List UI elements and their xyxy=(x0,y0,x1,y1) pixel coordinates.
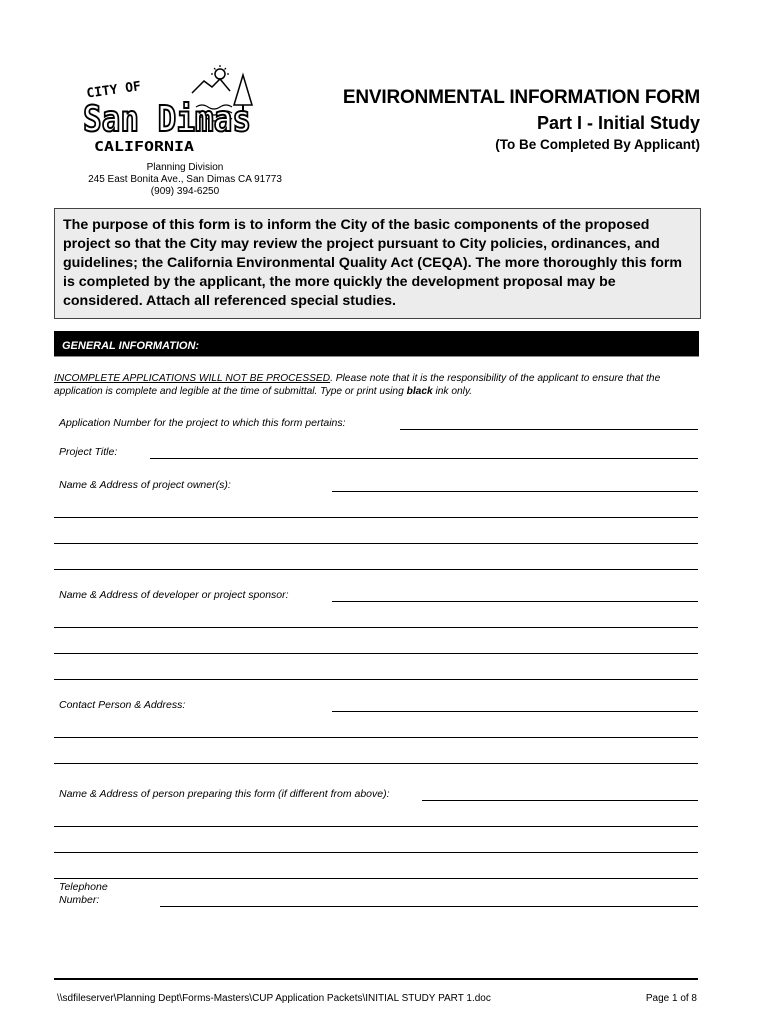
owner-field-1[interactable] xyxy=(332,491,698,492)
footer-rule xyxy=(54,978,698,980)
owner-field-4[interactable] xyxy=(54,569,698,570)
title-block xyxy=(343,86,700,154)
form-title: ENVIRONMENTAL INFORMATION FORM xyxy=(342,87,700,108)
phone-number: (909) 394-6250 xyxy=(150,186,220,197)
footer-page-number: Page 1 of 8 xyxy=(645,993,697,1004)
owner-label: Name & Address of project owner(s): xyxy=(59,479,231,491)
notice-text xyxy=(54,372,704,398)
developer-field-2[interactable] xyxy=(54,627,698,628)
footer-file-path: \\sdfileserver\Planning Dept\Forms-Masters\CUP Application Packets\INITIAL STUDY PART 1.doc xyxy=(57,993,491,1004)
city-logo-graphic xyxy=(80,65,255,160)
preparer-field-3[interactable] xyxy=(54,852,698,853)
telephone-label xyxy=(59,881,108,907)
form-note: (To Be Completed By Applicant) xyxy=(495,137,700,152)
developer-label: Name & Address of developer or project sponsor: xyxy=(59,589,289,601)
contact-field-1[interactable] xyxy=(332,711,698,712)
form-subtitle: Part I - Initial Study xyxy=(536,113,700,133)
developer-field-3[interactable] xyxy=(54,653,698,654)
application-number-field[interactable] xyxy=(400,429,698,430)
section-header: GENERAL INFORMATION: xyxy=(54,331,699,357)
logo-main-text: San Dimas xyxy=(83,99,251,140)
preparer-field-1[interactable] xyxy=(422,800,698,801)
logo-bottom-text: CALIFORNIA xyxy=(94,140,195,155)
planning-division: Planning Division xyxy=(146,162,224,173)
telephone-label-line2: Number: xyxy=(59,894,100,906)
preparer-field-4[interactable] xyxy=(54,878,698,879)
owner-field-2[interactable] xyxy=(54,517,698,518)
contact-label: Contact Person & Address: xyxy=(59,699,186,711)
application-number-label: Application Number for the project to which this form pertains: xyxy=(59,417,346,429)
notice-bold: black xyxy=(406,386,433,397)
notice-warning: INCOMPLETE APPLICATIONS WILL NOT BE PROCESSED xyxy=(54,373,331,384)
contact-field-3[interactable] xyxy=(54,763,698,764)
preparer-label: Name & Address of person preparing this form (if different from above): xyxy=(59,788,390,800)
city-logo xyxy=(80,65,255,160)
project-title-label: Project Title: xyxy=(59,446,118,458)
notice-body-1: . Please note that it is the responsibility of the applicant to ensure that the application is complete and legible at the time of submittal. Type or print using xyxy=(54,373,661,397)
preparer-field-2[interactable] xyxy=(54,826,698,827)
notice-body-2: ink only. xyxy=(432,386,473,397)
telephone-label-line1: Telephone xyxy=(59,881,108,893)
developer-field-4[interactable] xyxy=(54,679,698,680)
project-title-field[interactable] xyxy=(150,458,698,459)
owner-field-3[interactable] xyxy=(54,543,698,544)
purpose-box: The purpose of this form is to inform the City of the basic components of the proposed project so that the City may review the project pursuant to City policies, ordinances, and guidelines; the California Environmental Quality Act (CEQA). The more thoroughly this form is completed by the applicant, the more quickly the development proposal may be considered. Attach all referenced special studies. xyxy=(54,208,701,319)
street-address: 245 East Bonita Ave., San Dimas CA 91773 xyxy=(88,174,282,185)
developer-field-1[interactable] xyxy=(332,601,698,602)
telephone-field[interactable] xyxy=(160,906,698,907)
address-block xyxy=(60,162,310,198)
logo-top-text: CITY OF xyxy=(85,79,142,102)
contact-field-2[interactable] xyxy=(54,737,698,738)
